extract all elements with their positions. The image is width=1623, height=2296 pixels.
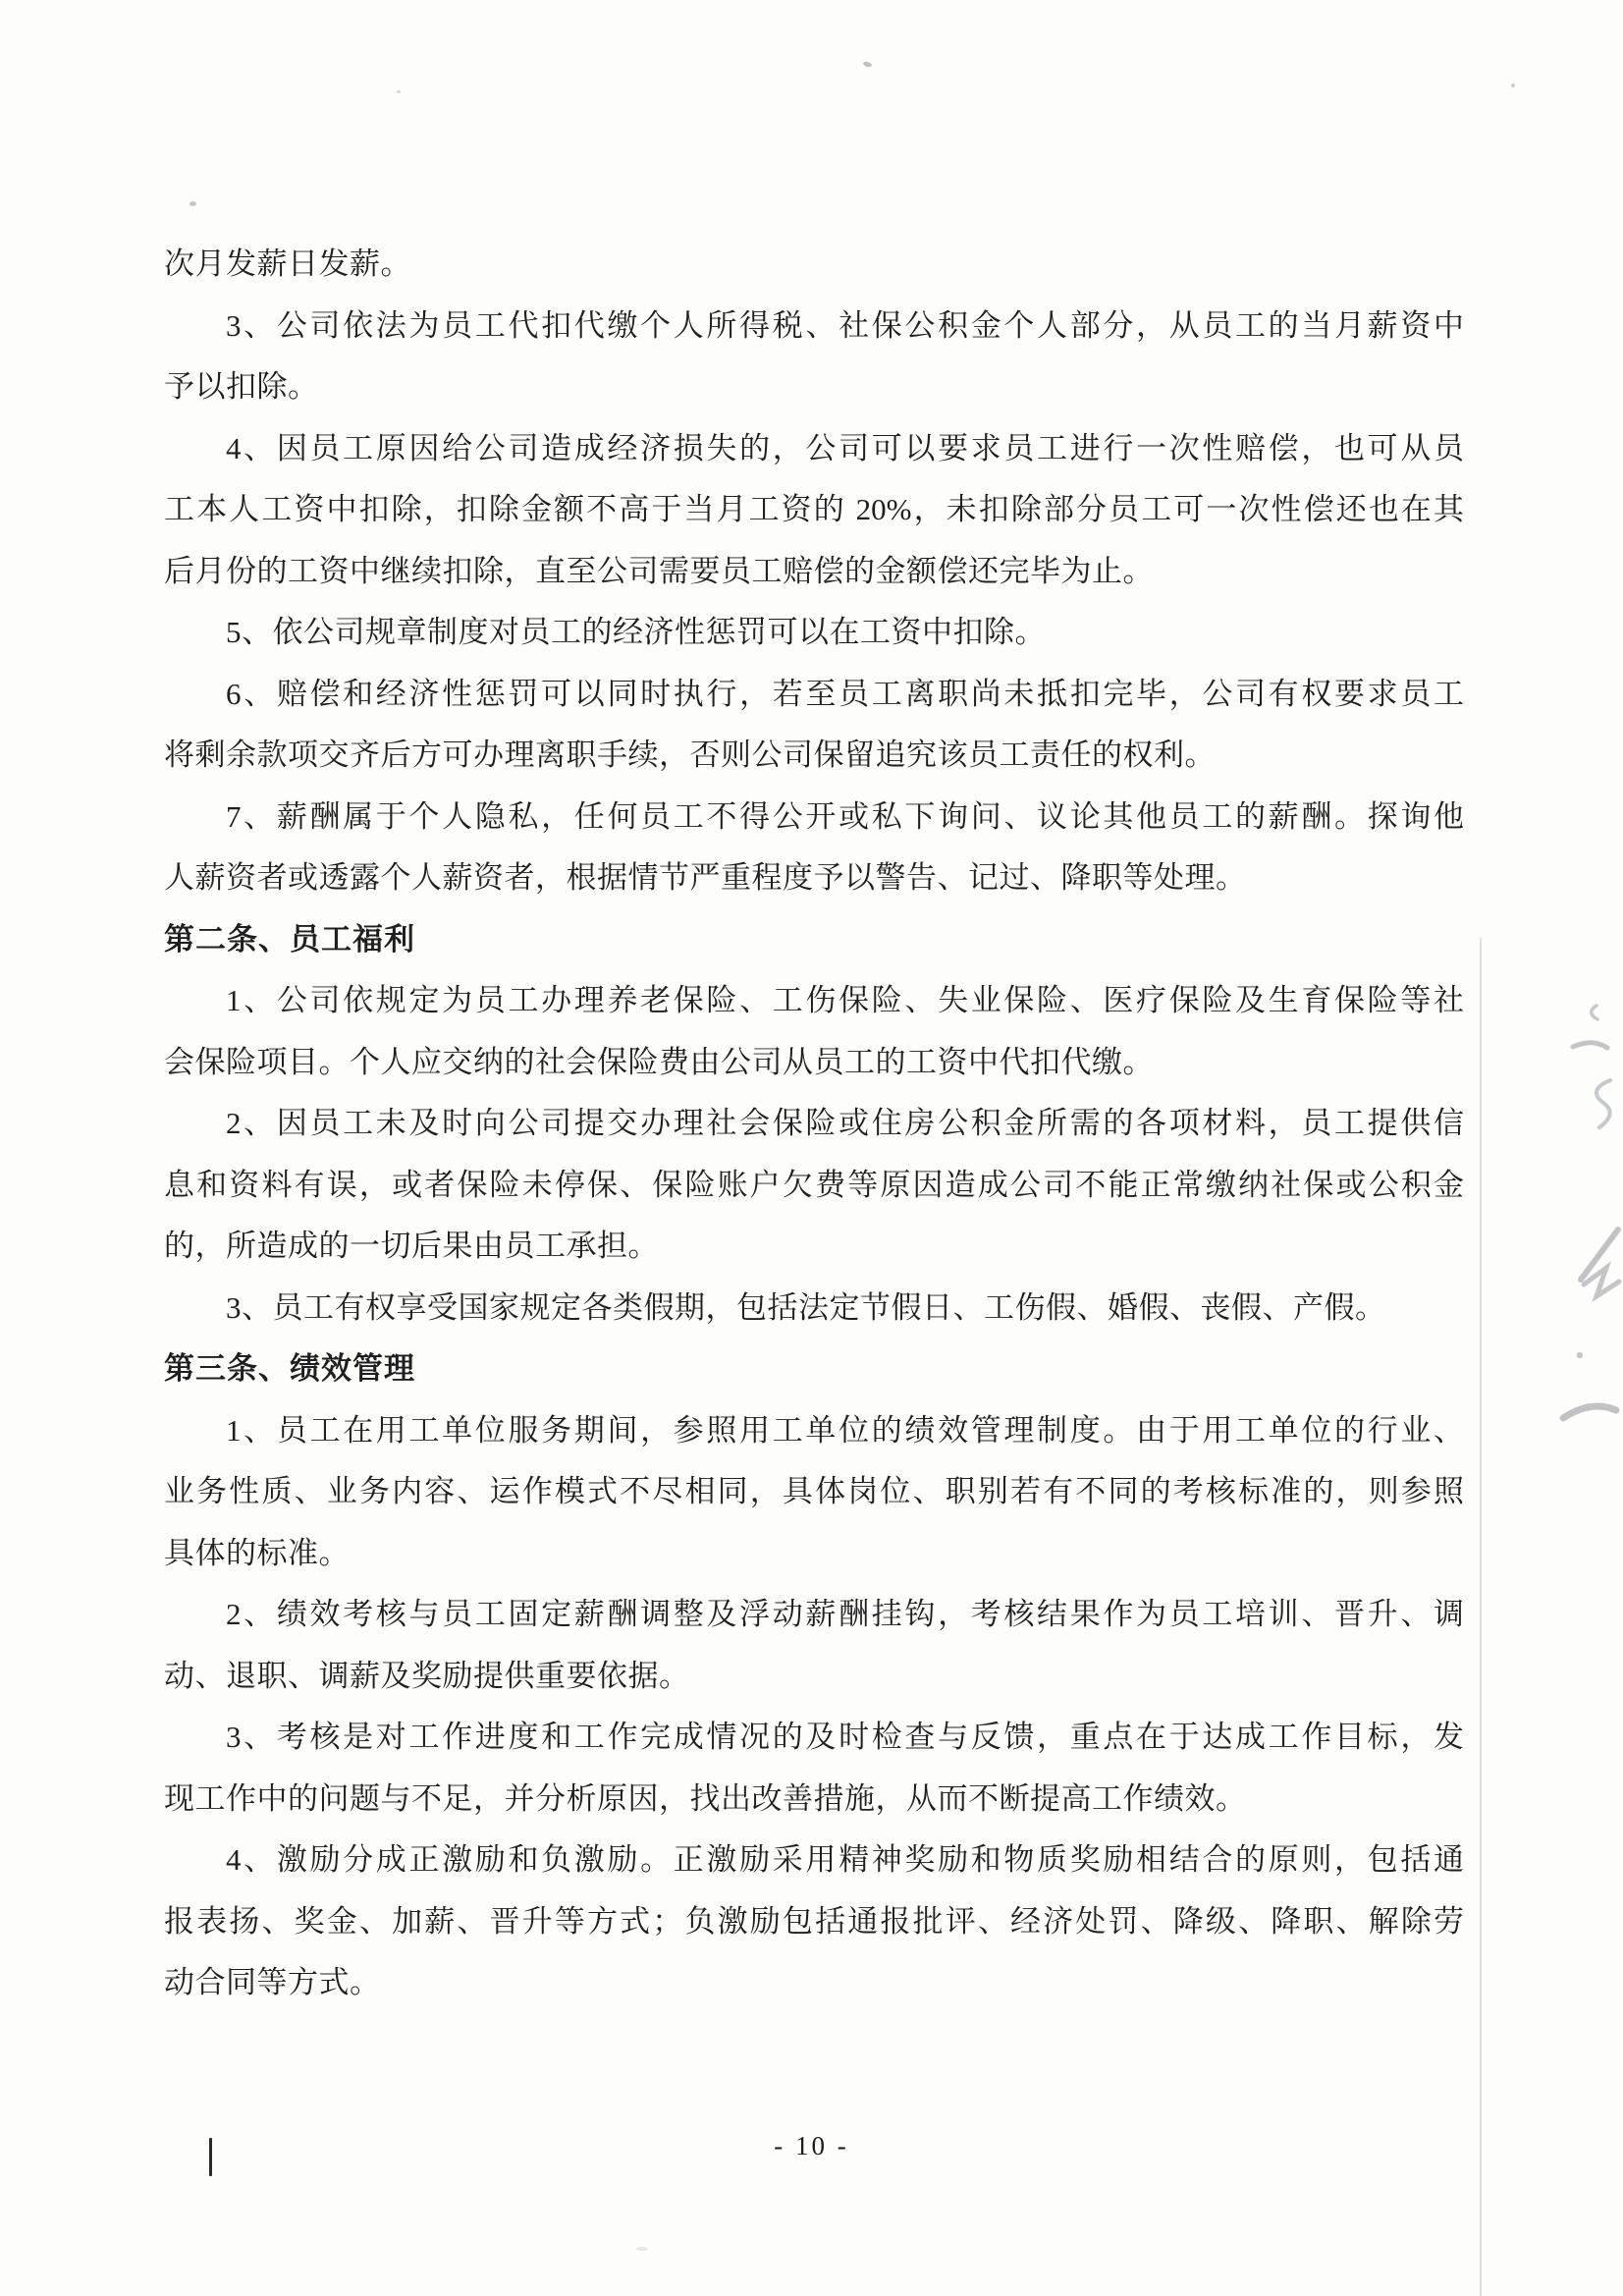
scan-speck (397, 90, 401, 93)
scan-speck (1511, 83, 1515, 87)
text-line: 具体的标准。 (164, 1535, 350, 1570)
text-line: 人薪资者或透露个人薪资者，根据情节严重程度予以警告、记过、降职等处理。 (164, 860, 1247, 895)
text-line: 将剩余款项交齐后方可办理离职手续，否则公司保留追究该员工责任的权利。 (164, 738, 1216, 772)
text-line: 报表扬、奖金、加薪、晋升等方式；负激励包括通报批评、经济处罚、降级、降职、解除劳 (164, 1903, 1464, 1939)
text-line: 3、考核是对工作进度和工作完成情况的及时检查与反馈，重点在于达成工作目标，发 (226, 1720, 1464, 1754)
section-heading: 第三条、绩效管理 (164, 1351, 415, 1386)
scan-speck (189, 201, 196, 206)
section-heading: 第二条、员工福利 (164, 921, 415, 957)
text-line: 会保险项目。个人应交纳的社会保险费由公司从员工的工资中代扣代缴。 (164, 1044, 1154, 1079)
text-line: 6、赔偿和经济性惩罚可以同时执行，若至员工离职尚未抵扣完毕，公司有权要求员工 (226, 676, 1464, 711)
text-line: 4、因员工原因给公司造成经济损失的，公司可以要求员工进行一次性赔偿，也可从员 (226, 430, 1464, 465)
text-line: 业务性质、业务内容、运作模式不尽相同，具体岗位、职别若有不同的考核标准的，则参照 (164, 1474, 1464, 1508)
text-line: 现工作中的问题与不足，并分析原因，找出改善措施，从而不断提高工作绩效。 (164, 1780, 1247, 1816)
text-line: 后月份的工资中继续扣除，直至公司需要员工赔偿的金额偿还完毕为止。 (164, 553, 1154, 588)
text-line: 1、公司依规定为员工办理养老保险、工伤保险、失业保险、医疗保险及生育保险等社 (226, 983, 1464, 1017)
scan-speck (636, 2247, 648, 2251)
text-line: 3、员工有权享受国家规定各类假期，包括法定节假日、工伤假、婚假、丧假、产假。 (226, 1289, 1386, 1325)
document-body (164, 234, 1464, 2014)
text-line: 2、因员工未及时向公司提交办理社会保险或住房公积金所需的各项材料，员工提供信 (226, 1106, 1464, 1140)
text-line: 动、退职、调薪及奖励提供重要依据。 (164, 1658, 690, 1693)
page-number: - 10 - (774, 2131, 849, 2160)
text-line: 1、员工在用工单位服务期间，参照用工单位的绩效管理制度。由于用工单位的行业、 (226, 1412, 1464, 1448)
scanner-streak-line (1480, 938, 1482, 2296)
text-line: 3、公司依法为员工代扣代缴个人所得税、社保公积金个人部分，从员工的当月薪资中 (226, 307, 1464, 343)
text-line: 4、激励分成正激励和负激励。正激励采用精神奖励和物质奖励相结合的原则，包括通 (226, 1842, 1464, 1877)
text-line: 次月发薪日发薪。 (164, 246, 411, 281)
text-line: 工本人工资中扣除，扣除金额不高于当月工资的 20%，未扣除部分员工可一次性偿还也在其 (164, 492, 1464, 526)
text-line: 予以扣除。 (164, 369, 319, 404)
text-line: 2、绩效考核与员工固定薪酬调整及浮动薪酬挂钩，考核结果作为员工培训、晋升、调 (226, 1597, 1464, 1631)
ink-bleedthrough-marks (1553, 990, 1623, 1432)
text-line: 动合同等方式。 (164, 1965, 381, 1999)
text-line: 息和资料有误，或者保险未停保、保险账户欠费等原因造成公司不能正常缴纳社保或公积金 (164, 1167, 1464, 1202)
scan-speck (862, 61, 872, 69)
text-line: 5、依公司规章制度对员工的经济性惩罚可以在工资中扣除。 (226, 615, 1046, 649)
text-line: 的，所造成的一切后果由员工承担。 (164, 1229, 659, 1263)
text-line: 7、薪酬属于个人隐私，任何员工不得公开或私下询问、议论其他员工的薪酬。探询他 (226, 798, 1464, 834)
scan-mark-vertical-bar (209, 2138, 212, 2176)
